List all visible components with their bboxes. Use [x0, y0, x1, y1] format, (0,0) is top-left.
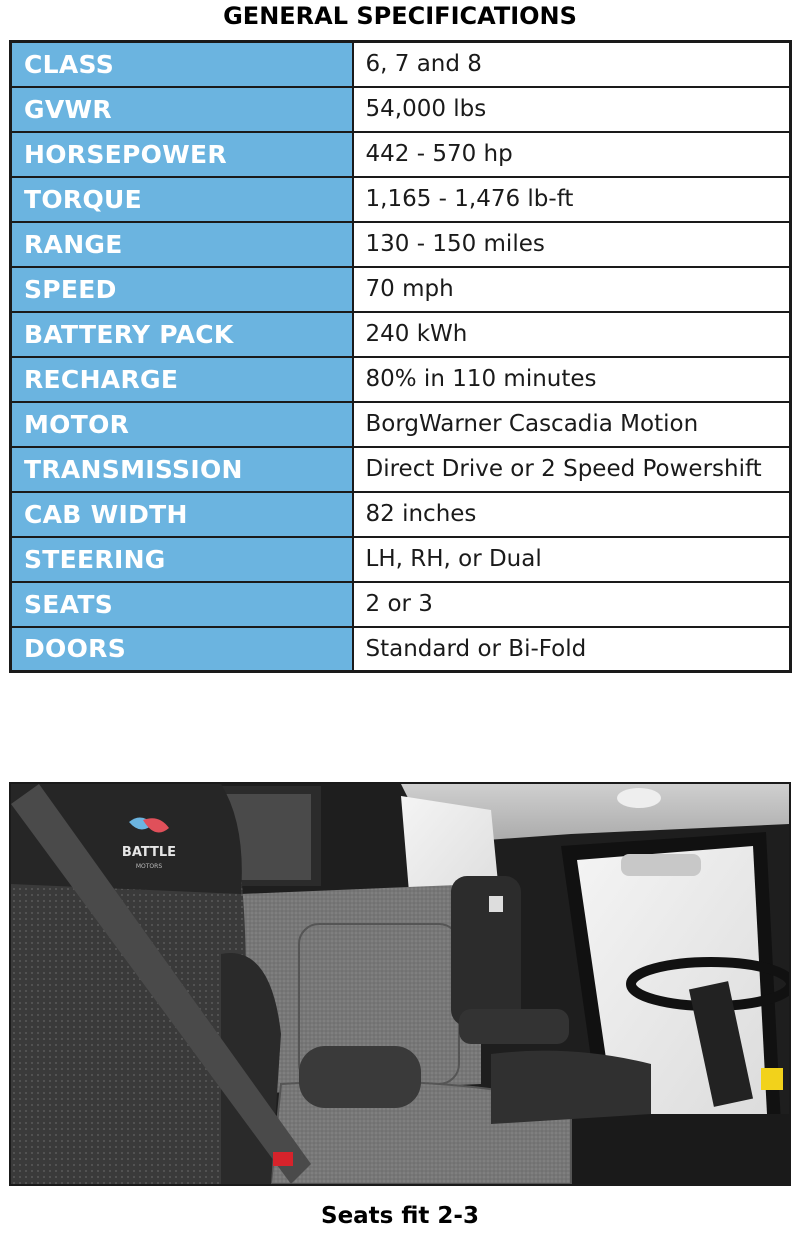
table-row	[11, 312, 791, 357]
table-row	[11, 357, 791, 402]
spec-label: DOORS	[11, 627, 353, 672]
seatbelt-buckle	[273, 1152, 293, 1166]
table-row	[11, 132, 791, 177]
table-row	[11, 222, 791, 267]
spec-label: BATTERY PACK	[11, 312, 353, 357]
spec-label: CLASS	[11, 42, 353, 87]
far-seat-back	[451, 876, 521, 1026]
far-seat-cushion	[491, 1051, 651, 1124]
spec-value: 130 - 150 miles	[353, 222, 791, 267]
spec-value: 6, 7 and 8	[353, 42, 791, 87]
table-row	[11, 627, 791, 672]
spec-label: HORSEPOWER	[11, 132, 353, 177]
spec-label: RECHARGE	[11, 357, 353, 402]
far-seat-armrest	[459, 1009, 569, 1044]
spec-value: Direct Drive or 2 Speed Powershift	[353, 447, 791, 492]
spec-value: BorgWarner Cascadia Motion	[353, 402, 791, 447]
spec-label: SPEED	[11, 267, 353, 312]
spec-label: CAB WIDTH	[11, 492, 353, 537]
spec-value: 2 or 3	[353, 582, 791, 627]
spec-label: TRANSMISSION	[11, 447, 353, 492]
spec-label: MOTOR	[11, 402, 353, 447]
spec-value: 70 mph	[353, 267, 791, 312]
table-row	[11, 267, 791, 312]
spec-value: 80% in 110 minutes	[353, 357, 791, 402]
table-row	[11, 177, 791, 222]
spec-value: 54,000 lbs	[353, 87, 791, 132]
mirror	[621, 854, 701, 876]
cab-interior-illustration	[11, 784, 789, 1184]
spec-value: 442 - 570 hp	[353, 132, 791, 177]
spec-value: 240 kWh	[353, 312, 791, 357]
dome-light	[617, 788, 661, 808]
page-title: GENERAL SPECIFICATIONS	[223, 2, 577, 30]
photo-caption: Seats fit 2-3	[321, 1203, 479, 1229]
table-row	[11, 492, 791, 537]
spec-value: Standard or Bi-Fold	[353, 627, 791, 672]
table-row	[11, 87, 791, 132]
cab-interior-photo	[9, 782, 791, 1186]
spec-label: SEATS	[11, 582, 353, 627]
spec-value: LH, RH, or Dual	[353, 537, 791, 582]
table-row	[11, 447, 791, 492]
table-row	[11, 537, 791, 582]
table-row	[11, 402, 791, 447]
spec-label: STEERING	[11, 537, 353, 582]
spec-value: 82 inches	[353, 492, 791, 537]
table-row	[11, 582, 791, 627]
spec-label: RANGE	[11, 222, 353, 267]
spec-value: 1,165 - 1,476 lb-ft	[353, 177, 791, 222]
logo-subtext: MOTORS	[135, 863, 163, 870]
logo-text: BATTLE	[121, 845, 177, 860]
table-row	[11, 42, 791, 87]
spec-label: GVWR	[11, 87, 353, 132]
yellow-tag	[761, 1068, 783, 1090]
specifications-table	[9, 40, 792, 673]
spec-label: TORQUE	[11, 177, 353, 222]
near-seat-armrest	[299, 1046, 421, 1108]
